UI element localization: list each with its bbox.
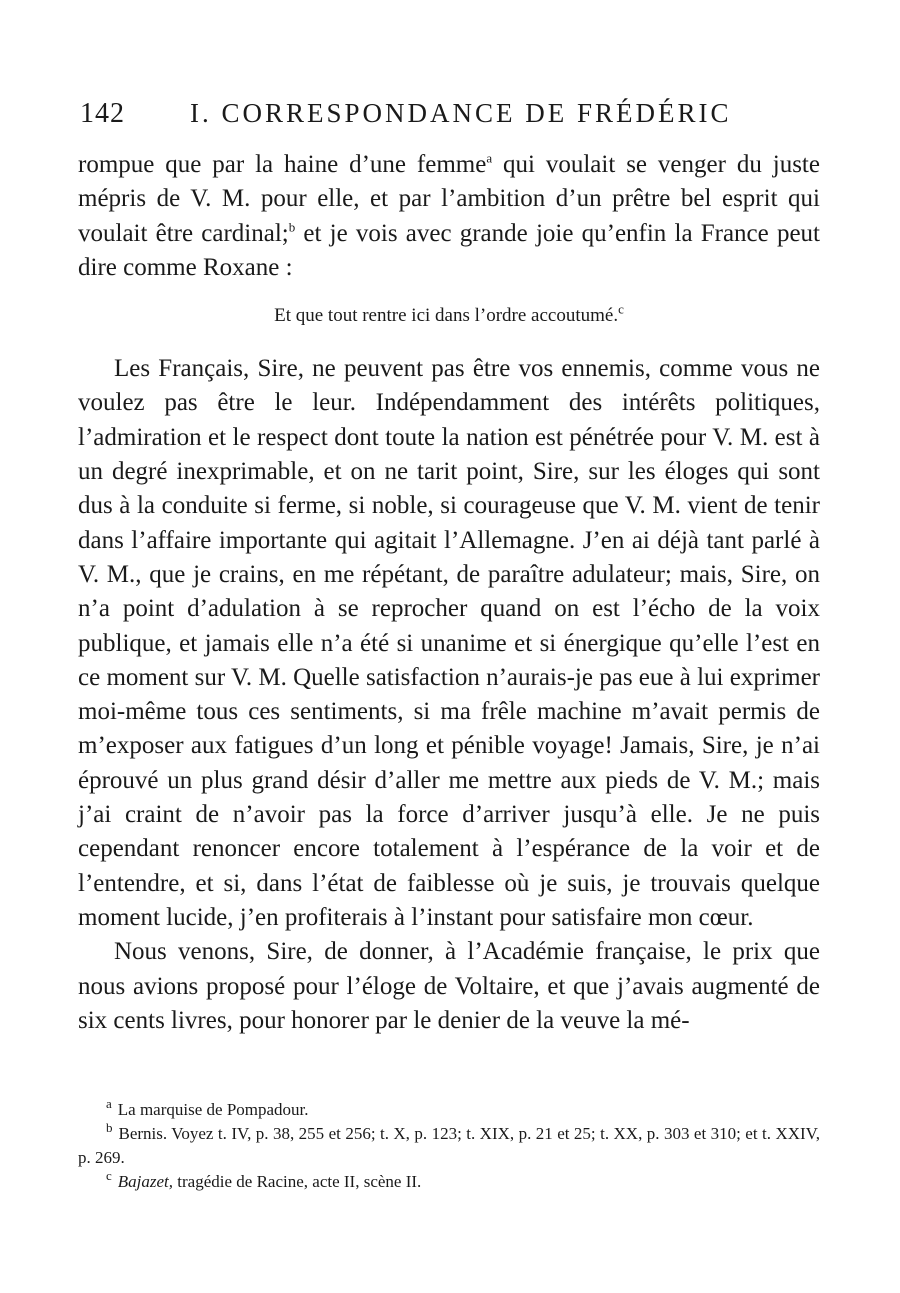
quote-text: Et que tout rentre ici dans l’ordre accoutumé. — [274, 305, 619, 327]
footnote-c-title: Bajazet, — [117, 1172, 174, 1191]
footnotes — [78, 1098, 820, 1194]
footnote-b-marker: b — [106, 1120, 113, 1136]
footnote-c-marker: c — [106, 1168, 112, 1184]
paragraph-1-part-2: qui voulait se venger du juste mépris de V. M. pour elle, et par l’ambition d’un prêtre bel esprit qui voulait être cardinal; — [78, 151, 820, 247]
footnote-a-marker: a — [106, 1096, 112, 1112]
footnote-ref-b: b — [288, 219, 296, 235]
footnote-a-text: La marquise de Pompadour. — [117, 1100, 309, 1119]
footnote-c-text: tragédie de Racine, acte II, scène II. — [173, 1172, 422, 1191]
footnote-c — [78, 1170, 820, 1194]
footnote-b — [78, 1122, 820, 1170]
footnote-ref-a: a — [486, 150, 493, 166]
running-title: I. CORRESPONDANCE DE FRÉDÉRIC — [190, 98, 732, 128]
main-text — [78, 148, 820, 1038]
paragraph-2: Les Français, Sire, ne peuvent pas être vos ennemis, comme vous ne voulez pas être le leur. Indépendamment des intérêts politiques, l’admiration et le respect dont toute la nation est pénétrée pour V. M. est à un degré inexprimable, et on ne tarit point, Sire, sur les éloges qui sont dus à la conduite si ferme, si noble, si courageuse que V. M. vient de tenir dans l’affaire importante qui agitait l’Allemagne. J’en ai déjà tant parlé à V. M., que je crains, en me répétant, de paraître adulateur; mais, Sire, on n’a point d’adulation à se reprocher quand on est l’écho de la voix publique, et jamais elle n’a été si unanime et si énergique qu’elle l’est en ce moment sur V. M. Quelle satisfaction n’aurais-je pas eue à lui exprimer moi-même tous ces sentiments, si ma frêle machine m’avait permis de m’exposer aux fatigues d’un long et pénible voyage! Jamais, Sire, je n’ai éprouvé un plus grand désir d’aller me mettre aux pieds de V. M.; mais j’ai craint de n’avoir pas la force d’arriver jusqu’à elle. Je ne puis cependant renoncer encore totalement à l’espérance de la voir et de l’entendre, et si, dans l’état de faiblesse où je suis, je trouvais quelque moment lucide, j’en profiterais à l’instant pour satisfaire mon cœur. — [78, 355, 820, 931]
page-header — [80, 98, 820, 138]
footnote-b-text: Bernis. Voyez t. IV, p. 38, 255 et 256; t. X, p. 123; t. XIX, p. 21 et 25; t. XX, p. 303 et 310; et t. XXIV, p. 269. — [78, 1124, 820, 1167]
paragraph-1 — [78, 148, 820, 285]
footnote-a — [78, 1098, 820, 1122]
paragraph-1-part-1: rompue que par la haine d’une femme — [78, 151, 487, 178]
verse-quote — [78, 303, 820, 329]
paragraph-3: Nous venons, Sire, de donner, à l’Académie française, le prix que nous avions proposé pour l’éloge de Voltaire, et que j’avais augmenté de six cents livres, pour honorer par le denier de la veuve la mé- — [78, 938, 820, 1034]
footnote-ref-c: c — [618, 301, 624, 317]
paragraph-1-part-3: et je vois avec grande joie qu’enfin la France peut dire comme Roxane : — [78, 219, 820, 281]
page-number: 142 — [80, 98, 125, 129]
